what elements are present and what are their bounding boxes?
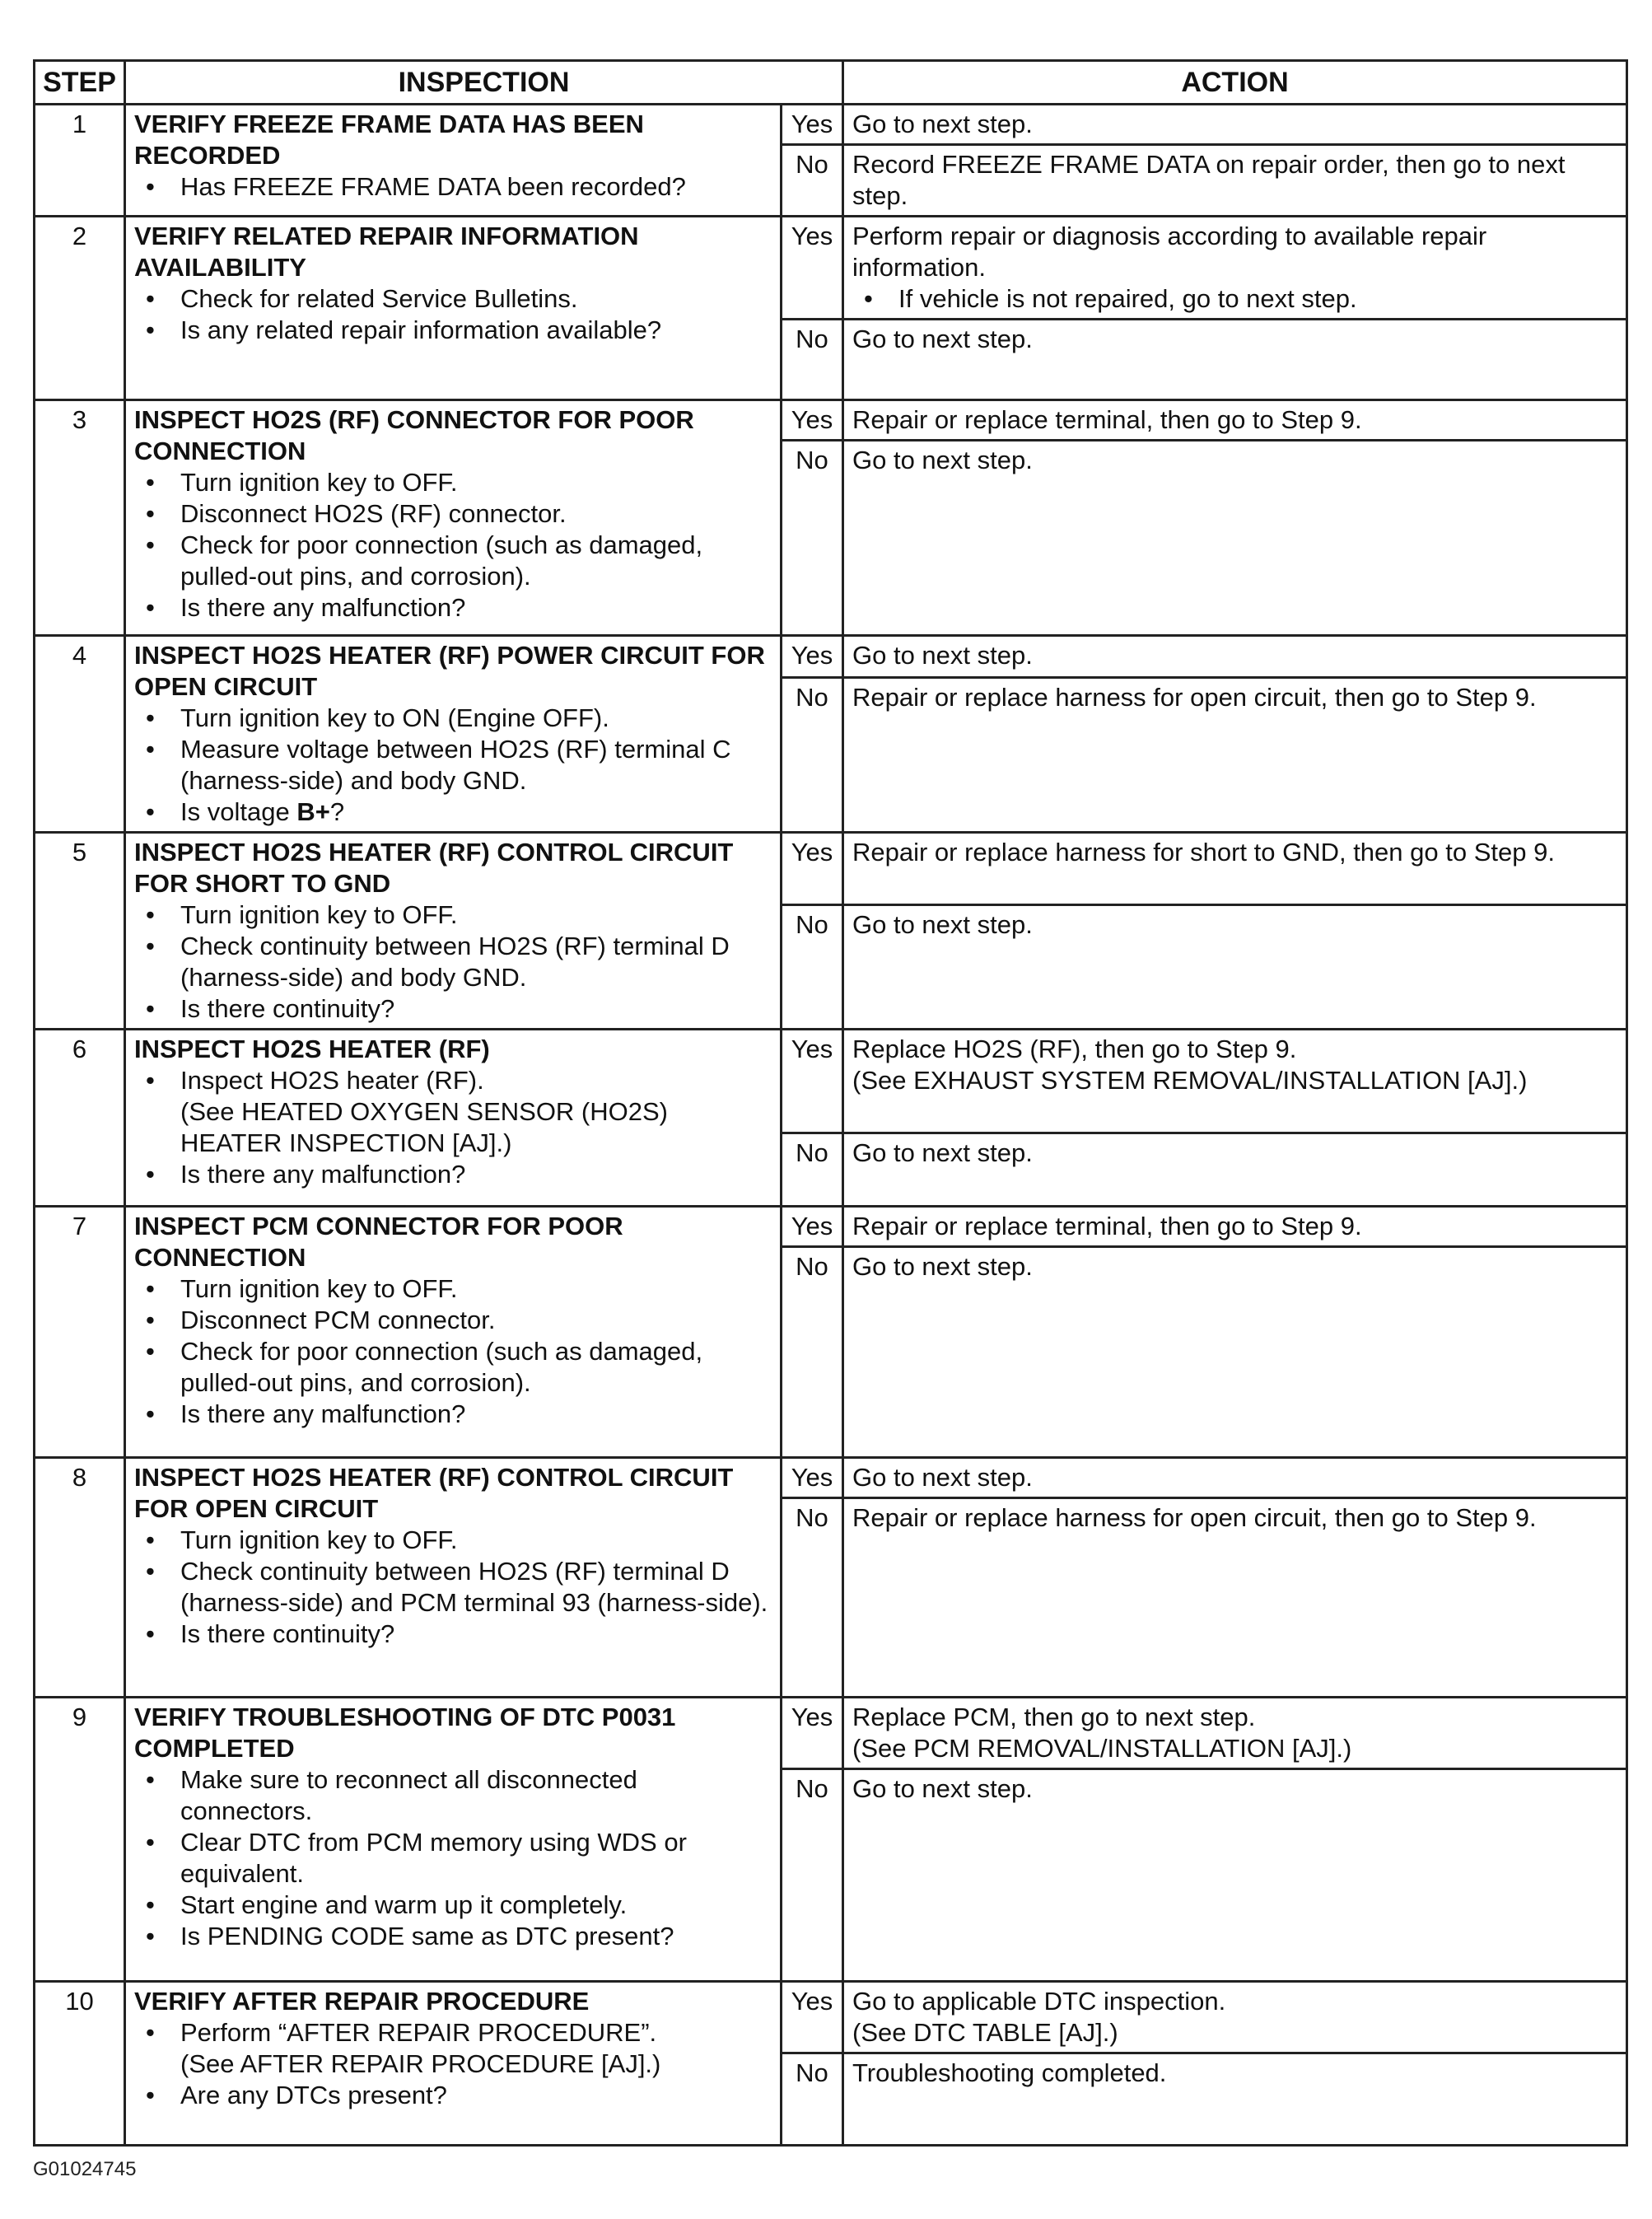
action-text: Repair or replace harness for short to GND, then go to Step 9.: [852, 838, 1555, 867]
no-label: No: [782, 441, 843, 636]
step-number: 9: [35, 1698, 125, 1982]
inspection-items: [134, 1065, 772, 1096]
step-number: 10: [35, 1982, 125, 2146]
inspection-cell: [125, 1458, 782, 1698]
inspection-items: [134, 1764, 772, 1952]
no-label: No: [782, 320, 843, 400]
table-row: [35, 636, 1627, 678]
inspection-item: • Perform “AFTER REPAIR PROCEDURE”.: [134, 2017, 772, 2048]
inspection-item: [134, 797, 772, 828]
inspection-title: INSPECT HO2S HEATER (RF) CONTROL CIRCUIT FOR SHORT TO GND: [134, 838, 734, 898]
yes-label: Yes: [782, 1982, 843, 2053]
no-label: No: [782, 1769, 843, 1982]
action-text: (See DTC TABLE [AJ].): [852, 2018, 1118, 2047]
yes-action: [843, 636, 1627, 678]
inspection-title: VERIFY RELATED REPAIR INFORMATION AVAILABILITY: [134, 222, 639, 282]
action-bullet: • If vehicle is not repaired, go to next step.: [852, 283, 1617, 315]
inspection-item: • Make sure to reconnect all disconnected connectors.: [134, 1764, 772, 1827]
inspection-items: [134, 467, 772, 624]
table-body: [35, 105, 1627, 2146]
inspection-item: • Turn ignition key to OFF.: [134, 899, 772, 931]
inspection-title: INSPECT PCM CONNECTOR FOR POOR CONNECTION: [134, 1212, 623, 1272]
inspection-title: INSPECT HO2S HEATER (RF): [134, 1035, 490, 1063]
inspection-item-value: B+: [296, 797, 330, 826]
inspection-item: • Turn ignition key to OFF.: [134, 1273, 772, 1305]
no-action: [843, 2053, 1627, 2146]
step-number: 7: [35, 1207, 125, 1458]
yes-action: [843, 1982, 1627, 2053]
inspection-items: [134, 171, 772, 203]
table-row: [35, 1030, 1627, 1133]
action-text: Go to applicable DTC inspection.: [852, 1987, 1226, 2016]
inspection-item: • Measure voltage between HO2S (RF) terminal C (harness-side) and body GND.: [134, 734, 772, 797]
inspection-item: • Is there continuity?: [134, 993, 772, 1025]
table-row: [35, 1207, 1627, 1247]
inspection-item: • Is there any malfunction?: [134, 1399, 772, 1430]
step-number: 1: [35, 105, 125, 217]
inspection-items: [134, 703, 772, 828]
inspection-item: • Turn ignition key to OFF.: [134, 467, 772, 498]
inspection-item-text: ?: [329, 797, 345, 826]
action-text: Repair or replace harness for open circuit, then go to Step 9.: [852, 682, 1537, 712]
inspection-items: [134, 1159, 772, 1190]
inspection-item: • Is any related repair information available?: [134, 315, 772, 346]
diagnostic-procedure-table: [33, 59, 1628, 2147]
inspection-item: • Has FREEZE FRAME DATA been recorded?: [134, 171, 772, 203]
inspection-title: INSPECT HO2S (RF) CONNECTOR FOR POOR CONNECTION: [134, 405, 694, 465]
step-number: 4: [35, 636, 125, 833]
inspection-item: • Check for related Service Bulletins.: [134, 283, 772, 315]
action-text: Repair or replace terminal, then go to Step 9.: [852, 1212, 1362, 1240]
action-text: (See PCM REMOVAL/INSTALLATION [AJ].): [852, 1734, 1352, 1763]
yes-label: Yes: [782, 833, 843, 905]
yes-label: Yes: [782, 217, 843, 320]
yes-action: [843, 833, 1627, 905]
inspection-cell: [125, 105, 782, 217]
inspection-item-text: Is voltage: [180, 797, 297, 826]
inspection-title: VERIFY FREEZE FRAME DATA HAS BEEN RECORDED: [134, 110, 644, 170]
header-step: STEP: [35, 61, 125, 105]
action-text: Go to next step.: [852, 325, 1033, 353]
inspection-cell: [125, 1030, 782, 1207]
action-text: Perform repair or diagnosis according to available repair information.: [852, 222, 1487, 282]
action-text: Go to next step.: [852, 909, 1033, 939]
inspection-item: • Are any DTCs present?: [134, 2080, 772, 2111]
inspection-item: • Check for poor connection (such as damaged, pulled-out pins, and corrosion).: [134, 1336, 772, 1399]
action-text: Record FREEZE FRAME DATA on repair order, then go to next step.: [852, 150, 1566, 210]
inspection-items: [134, 899, 772, 1025]
table-row: [35, 217, 1627, 320]
inspection-item: • Is PENDING CODE same as DTC present?: [134, 1921, 772, 1952]
no-action: [843, 320, 1627, 400]
no-label: No: [782, 1133, 843, 1207]
yes-action: [843, 105, 1627, 145]
inspection-title: VERIFY AFTER REPAIR PROCEDURE: [134, 1987, 590, 2016]
no-label: No: [782, 2053, 843, 2146]
no-action: [843, 1247, 1627, 1458]
inspection-item: • Inspect HO2S heater (RF).: [134, 1065, 772, 1096]
inspection-cell: [125, 636, 782, 833]
inspection-subnote: (See AFTER REPAIR PROCEDURE [AJ].): [180, 2049, 661, 2078]
no-action: [843, 441, 1627, 636]
no-label: No: [782, 677, 843, 832]
yes-label: Yes: [782, 1458, 843, 1498]
inspection-item: • Disconnect PCM connector.: [134, 1305, 772, 1336]
inspection-item: • Check continuity between HO2S (RF) terminal D (harness-side) and body GND.: [134, 931, 772, 993]
action-text: Go to next step.: [852, 446, 1033, 474]
inspection-cell: [125, 1698, 782, 1982]
no-action: [843, 904, 1627, 1029]
inspection-items: [134, 1525, 772, 1650]
header-action: ACTION: [843, 61, 1627, 105]
table-row: [35, 1458, 1627, 1498]
inspection-title: INSPECT HO2S HEATER (RF) POWER CIRCUIT FOR OPEN CIRCUIT: [134, 641, 765, 701]
action-text: Go to next step.: [852, 1138, 1033, 1167]
step-number: 6: [35, 1030, 125, 1207]
action-text: (See EXHAUST SYSTEM REMOVAL/INSTALLATION [AJ].): [852, 1066, 1528, 1095]
yes-action: [843, 1458, 1627, 1498]
inspection-cell: [125, 400, 782, 636]
step-number: 8: [35, 1458, 125, 1698]
yes-label: Yes: [782, 1207, 843, 1247]
inspection-item: • Check continuity between HO2S (RF) terminal D (harness-side) and PCM terminal 93 (harness-side).: [134, 1556, 772, 1619]
inspection-items: [134, 2080, 772, 2111]
yes-action: [843, 1207, 1627, 1247]
inspection-items: [134, 1273, 772, 1430]
figure-id: G01024745: [33, 2158, 137, 2180]
yes-label: Yes: [782, 636, 843, 678]
yes-action: [843, 400, 1627, 441]
inspection-subnote: (See HEATED OXYGEN SENSOR (HO2S) HEATER INSPECTION [AJ].): [180, 1097, 668, 1157]
inspection-item: • Is there any malfunction?: [134, 1159, 772, 1190]
action-text: Repair or replace harness for open circuit, then go to Step 9.: [852, 1503, 1537, 1532]
yes-label: Yes: [782, 105, 843, 145]
header-row: [35, 61, 1627, 105]
no-label: No: [782, 145, 843, 217]
action-text: Troubleshooting completed.: [852, 2058, 1167, 2087]
inspection-item: • Start engine and warm up it completely.: [134, 1890, 772, 1921]
yes-action: [843, 1698, 1627, 1769]
yes-action: [843, 1030, 1627, 1133]
table-row: [35, 400, 1627, 441]
step-number: 3: [35, 400, 125, 636]
header-inspection: INSPECTION: [125, 61, 843, 105]
inspection-item: • Disconnect HO2S (RF) connector.: [134, 498, 772, 530]
inspection-item: • Check for poor connection (such as damaged, pulled-out pins, and corrosion).: [134, 530, 772, 592]
inspection-items: [134, 2017, 772, 2048]
no-action: [843, 1133, 1627, 1207]
no-action: [843, 1498, 1627, 1698]
inspection-item: • Turn ignition key to ON (Engine OFF).: [134, 703, 772, 734]
action-text: Replace PCM, then go to next step.: [852, 1703, 1256, 1731]
table-row: [35, 1982, 1627, 2053]
inspection-cell: [125, 1982, 782, 2146]
no-action: [843, 145, 1627, 217]
action-text: Go to next step.: [852, 110, 1033, 138]
inspection-cell: [125, 1207, 782, 1458]
no-label: No: [782, 1498, 843, 1698]
step-number: 2: [35, 217, 125, 400]
inspection-item: • Turn ignition key to OFF.: [134, 1525, 772, 1556]
action-text: Replace HO2S (RF), then go to Step 9.: [852, 1035, 1297, 1063]
action-text: Go to next step.: [852, 641, 1033, 670]
table-row: [35, 105, 1627, 145]
action-text: Go to next step.: [852, 1774, 1033, 1803]
table-row: [35, 1698, 1627, 1769]
inspection-title: VERIFY TROUBLESHOOTING OF DTC P0031 COMPLETED: [134, 1703, 676, 1763]
inspection-item: • Clear DTC from PCM memory using WDS or equivalent.: [134, 1827, 772, 1890]
inspection-cell: [125, 217, 782, 400]
yes-label: Yes: [782, 400, 843, 441]
inspection-title: INSPECT HO2S HEATER (RF) CONTROL CIRCUIT FOR OPEN CIRCUIT: [134, 1463, 734, 1523]
yes-action: [843, 217, 1627, 320]
action-text: Go to next step.: [852, 1252, 1033, 1281]
yes-label: Yes: [782, 1030, 843, 1133]
inspection-item: • Is there any malfunction?: [134, 592, 772, 624]
no-action: [843, 1769, 1627, 1982]
no-action: [843, 677, 1627, 832]
inspection-item: • Is there continuity?: [134, 1619, 772, 1650]
yes-label: Yes: [782, 1698, 843, 1769]
no-label: No: [782, 1247, 843, 1458]
step-number: 5: [35, 833, 125, 1030]
no-label: No: [782, 904, 843, 1029]
action-text: Repair or replace terminal, then go to Step 9.: [852, 405, 1362, 434]
table-row: [35, 833, 1627, 905]
action-text: Go to next step.: [852, 1463, 1033, 1492]
inspection-cell: [125, 833, 782, 1030]
inspection-items: [134, 283, 772, 346]
